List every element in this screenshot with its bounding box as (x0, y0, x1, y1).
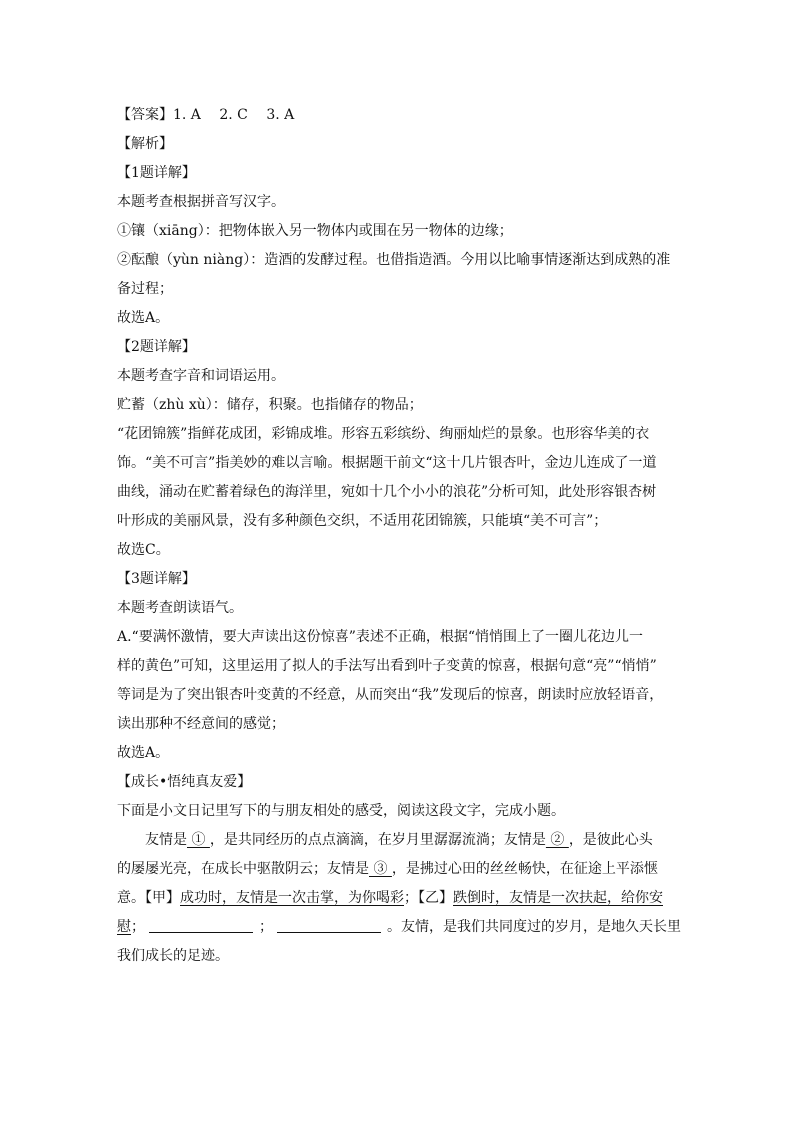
passage-line1 (117, 826, 677, 855)
q3-choice: 故选A。 (117, 745, 170, 761)
q1-choice: 故选A。 (117, 310, 170, 326)
q1-header: 【1题详解】 (117, 165, 196, 181)
q2-header: 【2题详解】 (117, 339, 196, 355)
q2-para-line3: 曲线，涌动在贮蓄着绿色的海洋里，宛如十几个小小的浪花”分析可知，此处形容银杏树 (117, 484, 657, 500)
q2-para-line2: 饰。“美不可言”指美妙的难以言喻。根据题干前文“这十几片银杏叶，金边儿连成了一道 (117, 455, 657, 471)
passage-line3 (117, 884, 677, 913)
passage-text: 友情是 (145, 832, 187, 848)
q2-choice: 故选C。 (117, 542, 170, 558)
q1-item1: ①镶（xiāng）：把物体嵌入另一物体内或围在另一物体的边缘； (117, 223, 513, 239)
passage-text: 的屡屡光亮，在成长中驱散阴云；友情是 (117, 861, 369, 877)
answer-line: 【答案】1. A 2. C 3. A (117, 107, 295, 123)
passage-text: ；【乙】 (404, 890, 453, 906)
q1-intro: 本题考查根据拼音写汉字。 (117, 194, 285, 210)
passage-line4 (117, 913, 681, 942)
q3-intro: 本题考查朗读语气。 (117, 600, 243, 616)
answer-blank-a[interactable] (149, 918, 253, 933)
q3-para-line1: A.“要满怀激情，要大声读出这份惊喜”表述不正确，根据“悄悄围上了一圈儿花边儿一 (117, 629, 644, 645)
blank-2: ② (545, 832, 569, 848)
underlined-sentence-yi: 跌倒时，友情是一次扶起，给你安 (453, 890, 663, 906)
blank-1: ① (187, 832, 210, 848)
q2-para-line1: “花团锦簇”指鲜花成团，彩锦成堆。形容五彩缤纷、绚丽灿烂的景象。也形容华美的衣 (117, 426, 650, 442)
passage-line5: 我们成长的足迹。 (117, 948, 229, 964)
underlined-sentence-yi-end: 慰 (117, 919, 131, 935)
passage-text: 意。【甲】 (117, 890, 180, 906)
q3-para-line2: 样的黄色”可知，这里运用了拟人的手法写出看到叶子变黄的惊喜，根据句意“亮”“悄悄” (117, 658, 657, 674)
passage-text: ； (259, 919, 273, 935)
q3-para-line4: 读出那种不经意间的感觉； (117, 716, 285, 732)
underlined-sentence-jia: 成功时，友情是一次击掌，为你喝彩 (180, 890, 404, 906)
passage-text: ，是彼此心头 (568, 832, 653, 848)
section-instruction: 下面是小文日记里写下的与朋友相处的感受，阅读这段文字，完成小题。 (117, 803, 565, 819)
document-page (117, 101, 681, 971)
q2-intro: 本题考查字音和词语运用。 (117, 368, 285, 384)
passage-text: ； (131, 919, 145, 935)
passage-text: ，是拂过心田的丝丝畅快，在征途上平添惬 (391, 861, 658, 877)
q3-header: 【3题详解】 (117, 571, 196, 587)
passage-text: ，是共同经历的点点滴滴，在岁月里潺潺流淌；友情是 (209, 832, 546, 848)
section-title: 【成长•悟纯真友爱】 (117, 774, 252, 790)
q2-item1: 贮蓄（zhù xù）：储存，积聚。也指储存的物品； (117, 397, 423, 413)
q3-para-line3: 等词是为了突出银杏叶变黄的不经意，从而突出“我”发现后的惊喜，朗读时应放轻语音， (117, 687, 664, 703)
q1-item2-line1: ②酝酿（yùn niàng）：造酒的发酵过程。也借指造酒。今用以比喻事情逐渐达到成熟的准 (117, 252, 671, 268)
answer-blank-b[interactable] (277, 918, 381, 933)
passage-line2 (117, 855, 677, 884)
passage-text: 。友情，是我们共同度过的岁月，是地久天长里 (387, 919, 681, 935)
q1-item2-line2: 备过程； (117, 281, 173, 297)
q2-para-line4: 叶形成的美丽风景，没有多种颜色交织，不适用花团锦簇，只能填“美不可言”； (117, 513, 608, 529)
blank-3: ③ (369, 861, 392, 877)
analysis-header: 【解析】 (117, 136, 173, 152)
